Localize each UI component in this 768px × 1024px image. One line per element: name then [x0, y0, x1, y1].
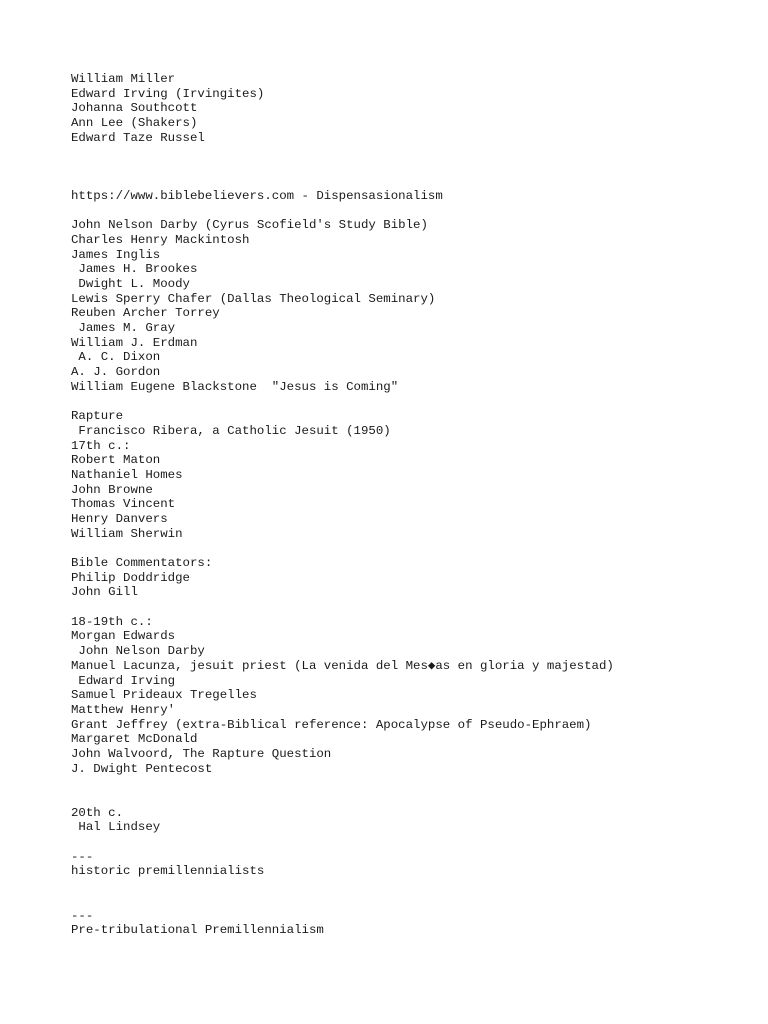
text-line: Reuben Archer Torrey	[71, 306, 220, 321]
text-line: William J. Erdman	[71, 335, 198, 350]
source-link-block	[71, 189, 751, 204]
text-line: Morgan Edwards	[71, 629, 176, 644]
text-line: A. C. Dixon	[71, 350, 161, 365]
text-line: Lewis Sperry Chafer (Dallas Theological Seminary)	[71, 291, 436, 306]
text-line: A. J. Gordon	[71, 365, 161, 380]
dispensationalists-list-block	[71, 218, 751, 394]
text-line: J. Dwight Pentecost	[71, 761, 213, 776]
text-line: Ann Lee (Shakers)	[71, 116, 198, 131]
text-line: William Eugene Blackstone "Jesus is Coming"	[71, 379, 399, 394]
text-line: James H. Brookes	[71, 262, 198, 277]
text-line: Charles Henry Mackintosh	[71, 232, 250, 247]
text-line: Francisco Ribera, a Catholic Jesuit (1950)	[71, 423, 391, 438]
text-line: 20th c.	[71, 805, 124, 820]
text-line: Samuel Prideaux Tregelles	[71, 688, 257, 703]
pre-tribulational-block	[71, 909, 751, 938]
text-line: Henry Danvers	[71, 511, 168, 526]
blank-gap	[71, 145, 751, 188]
text-line: https://www.biblebelievers.com - Dispensasionalism	[71, 188, 443, 203]
text-line: ---	[71, 849, 94, 864]
text-line: James M. Gray	[71, 321, 176, 336]
text-line: Nathaniel Homes	[71, 467, 183, 482]
founders-list-block	[71, 72, 751, 145]
text-line: 18-19th c.:	[71, 614, 153, 629]
text-line: Philip Doddridge	[71, 570, 190, 585]
text-line: 17th c.:	[71, 438, 131, 453]
blank-gap	[71, 204, 751, 219]
text-line: Matthew Henry'	[71, 702, 176, 717]
text-line: Grant Jeffrey (extra-Biblical reference: Apocalypse of Pseudo-Ephraem)	[71, 717, 592, 732]
text-line: Hal Lindsey	[71, 820, 161, 835]
blank-gap	[71, 541, 751, 556]
text-line: ---	[71, 908, 94, 923]
text-line: Edward Irving (Irvingites)	[71, 86, 265, 101]
text-line: Thomas Vincent	[71, 497, 176, 512]
blank-gap	[71, 879, 751, 908]
text-line: John Nelson Darby	[71, 644, 205, 659]
blank-gap	[71, 394, 751, 409]
18-19th-century-block	[71, 615, 751, 777]
text-line: John Gill	[71, 585, 138, 600]
text-line: Dwight L. Moody	[71, 276, 190, 291]
text-line: Rapture	[71, 409, 124, 424]
text-line: William Miller	[71, 72, 176, 86]
text-line: John Browne	[71, 482, 153, 497]
text-line: Pre-tribulational Premillennialism	[71, 923, 324, 938]
document-body	[71, 72, 751, 938]
text-line: Robert Maton	[71, 453, 161, 468]
text-line: Johanna Southcott	[71, 101, 198, 116]
rapture-section-block	[71, 409, 751, 541]
text-line: Manuel Lacunza, jesuit priest (La venida del Mes◆as en gloria y majestad)	[71, 658, 614, 673]
text-line: William Sherwin	[71, 526, 183, 541]
text-line: John Walvoord, The Rapture Question	[71, 746, 332, 761]
text-line: James Inglis	[71, 247, 161, 262]
blank-gap	[71, 835, 751, 850]
text-line: John Nelson Darby (Cyrus Scofield's Study Bible)	[71, 218, 428, 233]
text-line: Edward Taze Russel	[71, 130, 205, 145]
historic-premillennialists-block	[71, 850, 751, 879]
text-line: Margaret McDonald	[71, 732, 198, 747]
blank-gap	[71, 776, 751, 805]
20th-century-block	[71, 806, 751, 835]
bible-commentators-block	[71, 556, 751, 600]
text-line: Bible Commentators:	[71, 556, 213, 571]
text-line: Edward Irving	[71, 673, 176, 688]
text-line: historic premillennialists	[71, 864, 265, 879]
blank-gap	[71, 600, 751, 615]
